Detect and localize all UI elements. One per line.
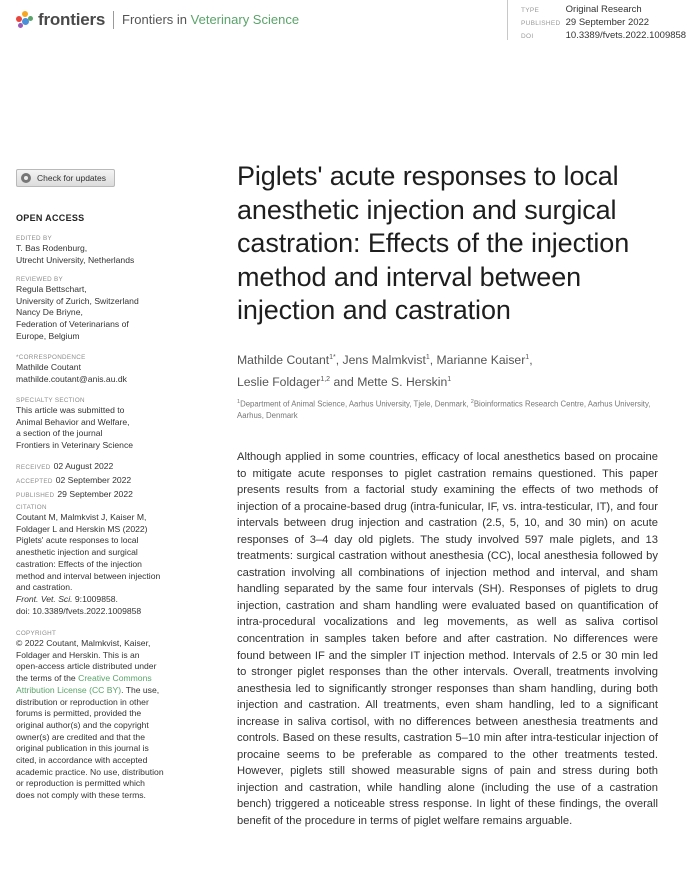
correspondence-block <box>16 353 196 385</box>
affiliations <box>237 397 677 422</box>
reviewed-by-block <box>16 275 196 343</box>
abstract-text: Although applied in some countries, efficacy of local anesthetics based on procaine to mitigate acute responses to piglet castration remains questioned. This paper presents results from a factorial study examining the effects of two methods of injection of a procaine-based drug (intra-funicular, IF, vs. intra-testicular, IT), and four intervals between drug injection and castration (2.5, 5, 10, and 30 min) on acute responses of 3–4 day old piglets. The study involved 597 male piglets, and 13 treatments: surgical castration without anesthesia (CC), local anesthesia followed by castration involving all combinations of injection method and interval, and sham handling separated by the same four intervals (SH). Responses of piglets to drug injection, castration and sham handling were evaluated based on quantification of intra-procedural vocalizations and leg movements, as well as saliva cortisol concentration in samples taken before and after castration. No differences were found between IF and the simpler IT injection method. Intervals of 2.5 or 30 min led to stronger piglet responses than the other intervals. Overall, treatments involving anesthesia led to significantly stronger responses than sham handling, during both injection and castration. All treatments, even sham handling, led to a significant increase in saliva cortisol, with no differences between anesthesia treatments and controls. Based on these results, castration 5–10 min after intra-testicular injection of procaine seems to be preferable as compared to the other treatments tested. However, piglets still showed measurable signs of pain and stress during both injection and castration, while handling alone (including the use of a castration bench) triggered a noticeable stress response. In light of these findings, the overall benefit of the procedure in terms of piglet welfare remains arguable. <box>237 451 658 828</box>
editor-value: T. Bas Rodenburg, Utrecht University, Netherlands <box>16 243 135 265</box>
author-separator: , <box>529 353 533 368</box>
reviewers-value: Regula Bettschart, University of Zurich, Switzerland Nancy De Briyne, Federation of Veterinarians of Europe, Belgium <box>16 284 139 341</box>
correspondence-value[interactable]: Mathilde Coutant mathilde.coutant@anis.au.dk <box>16 362 127 384</box>
author-affiliation-sup: 1 <box>525 354 530 361</box>
edited-by-block <box>16 234 196 266</box>
header-divider <box>113 11 114 29</box>
meta-divider <box>507 0 508 40</box>
citation-block <box>16 503 201 617</box>
article-title: Piglets' acute responses to local anesthetic injection and surgical castration: Effects of the injection method and interval between injection and castration <box>237 161 630 325</box>
copyright-post: . The use, distribution or reproduction in other forums is permitted, provided the original author(s) and the copyright owner(s) are credited and that the original publication in this journal is cited, in accordance with accepted academic practice. No use, distribution or reproduction is permitted which does not comply with these terms. <box>16 684 164 801</box>
specialty-section-block <box>16 396 196 452</box>
meta-value: Original Research <box>565 4 642 15</box>
section-label: *CORRESPONDENCE <box>16 354 86 361</box>
author-name[interactable]: Jens Malmkvist <box>342 353 426 368</box>
received-date <box>16 460 196 474</box>
frontiers-logo[interactable] <box>16 10 105 30</box>
meta-value[interactable]: 10.3389/fvets.2022.1009858 <box>565 30 687 41</box>
journal-name[interactable] <box>122 12 299 27</box>
affiliation-2: Bioinformatics Research Centre, Aarhus University, Aarhus, Denmark <box>237 399 651 421</box>
published-date <box>16 488 196 502</box>
date-key: PUBLISHED <box>16 492 55 499</box>
date-key: ACCEPTED <box>16 478 53 485</box>
author-name[interactable]: Marianne Kaiser <box>436 353 526 368</box>
copyright-pre: © 2022 Coutant, Malmkvist, Kaiser, Foldager and Herskin. This is an open-access article distributed under the terms of the <box>16 638 157 684</box>
date-key: RECEIVED <box>16 464 51 471</box>
citation-journal: Front. Vet. Sci. <box>16 593 73 604</box>
section-label: CITATION <box>16 504 47 511</box>
affiliation-sup: 1 <box>237 399 241 405</box>
section-label: EDITED BY <box>16 235 52 242</box>
section-label: SPECIALTY SECTION <box>16 397 85 404</box>
meta-published-row <box>521 17 686 30</box>
date-value: 29 September 2022 <box>57 489 133 499</box>
section-label: REVIEWED BY <box>16 276 64 283</box>
frontiers-logo-icon <box>16 11 34 29</box>
citation-journal-line <box>16 594 201 606</box>
journal-prefix: Frontiers in <box>122 12 188 27</box>
license-link[interactable]: Creative Commons Attribution License (CC BY) <box>16 673 152 695</box>
check-for-updates-button[interactable] <box>16 169 115 187</box>
section-label: COPYRIGHT <box>16 630 57 637</box>
citation-volume: 9:1009858. <box>72 593 118 604</box>
author-list <box>237 348 677 392</box>
meta-value: 29 September 2022 <box>565 17 650 28</box>
check-for-updates-label: Check for updates <box>37 173 106 183</box>
journal-accent: Veterinary Science <box>190 12 300 27</box>
copyright-block <box>16 629 201 802</box>
author-affiliation-sup: 1* <box>329 354 336 361</box>
author-name[interactable]: Leslie Foldager <box>237 375 321 390</box>
date-value: 02 August 2022 <box>53 461 114 471</box>
author-name[interactable]: Mathilde Coutant <box>237 353 330 368</box>
date-value: 02 September 2022 <box>55 475 132 485</box>
author-separator: , <box>429 353 437 368</box>
author-affiliation-sup: 1 <box>425 354 430 361</box>
author-affiliation-sup: 1,2 <box>320 376 331 384</box>
meta-type-row <box>521 4 686 17</box>
dates-block <box>16 460 196 502</box>
logo-text: frontiers <box>38 10 106 29</box>
affiliation-sup: 2 <box>470 399 474 405</box>
citation-doi[interactable]: doi: 10.3389/fvets.2022.1009858 <box>16 605 142 616</box>
meta-key: PUBLISHED <box>521 20 561 27</box>
open-access-label: OPEN ACCESS <box>16 213 85 223</box>
accepted-date <box>16 474 196 488</box>
meta-doi-row[interactable] <box>521 30 686 43</box>
specialty-value: This article was submitted to Animal Behavior and Welfare, a section of the journal Frontiers in Veterinary Science <box>16 405 134 451</box>
author-name[interactable]: Mette S. Herskin <box>357 375 448 390</box>
copyright-text <box>16 638 201 802</box>
author-and: and <box>330 375 358 390</box>
citation-value: Coutant M, Malmkvist J, Kaiser M, Foldager L and Herskin MS (2022) Piglets' acute responses to local anesthetic injection and surgical castration: Effects of the injection method and interval between injection and castration. <box>16 512 161 593</box>
author-affiliation-sup: 1 <box>447 376 452 384</box>
meta-key: TYPE <box>521 7 540 14</box>
article-meta <box>521 4 686 43</box>
meta-key: DOI <box>521 33 534 40</box>
affiliation-1: Department of Animal Science, Aarhus University, Tjele, Denmark, <box>240 399 471 409</box>
refresh-icon <box>21 173 31 183</box>
author-separator: , <box>335 353 343 368</box>
